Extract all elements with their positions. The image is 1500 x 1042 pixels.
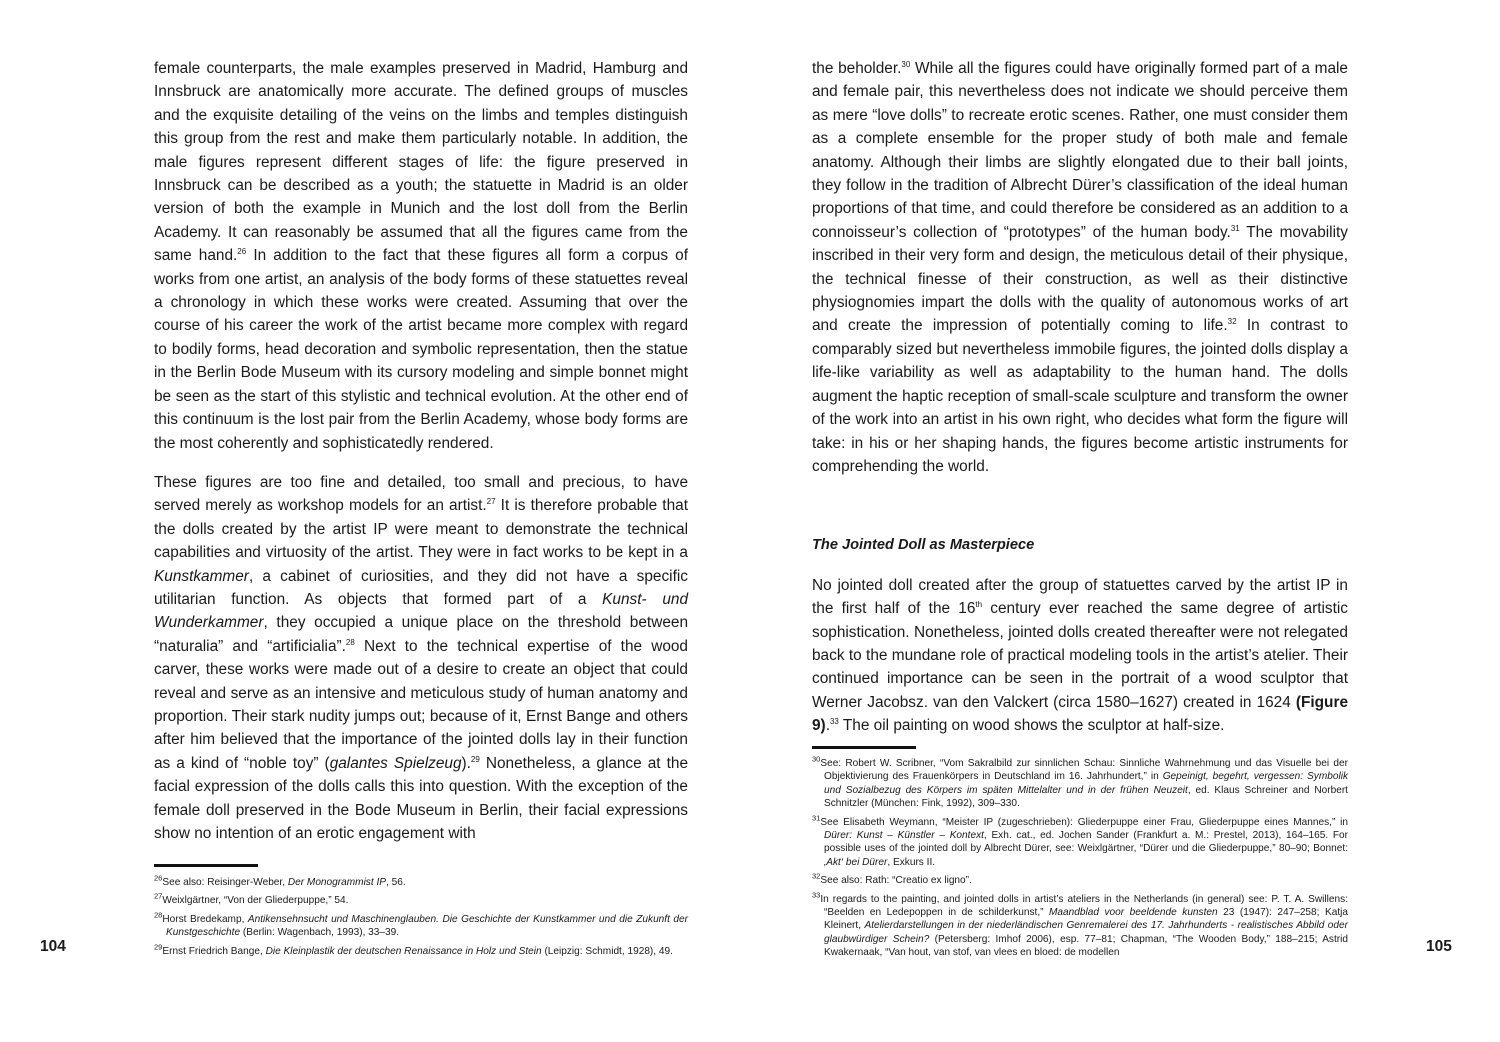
footnote-29: $^{29}$Ernst Friedrich Bange, Die Kleinplastik der deutschen Renaissance in Holz und Stein (Leipzig: Schmidt, 1928), 49. [154, 942, 673, 957]
footnote-ref: 28 [345, 637, 355, 647]
page-number: 104 [40, 938, 66, 955]
footnote-33: $^{33}$In regards to the painting, and jointed dolls in artist’s ateliers in the Netherlands (in general) see: P. T. A. Swillens: “Beelden en Ledepoppen in de schilderkunst,” Maandblad voor beeldende kunsten 23 (1947): 247–258; Katja Kleinert, Atelierdarstellungen in der niederländischen Genremalerei des 17. Jahrhunderts - realistisches Abbild oder glaubwürdiger Schein? (Petersberg: Imhof 2006), esp. 77–81; Chapman, “The Wooden Body,” 188–215; Astrid Kwakernaak, “Van hout, van stof, van vlees en bloed: de modellen [812, 890, 1349, 959]
page-number: 105 [1426, 938, 1452, 955]
footnote-ref: 27 [486, 497, 496, 507]
footnote-32: $^{32}$See also: Rath: “Creatio ex ligno”. [812, 871, 972, 887]
section-heading: The Jointed Doll as Masterpiece [812, 537, 1035, 554]
footnote-ref: 33 [829, 717, 839, 727]
right-page [750, 0, 1500, 1042]
footnote-31: $^{31}$See Elisabeth Weymann, “Meister IP (zugeschrieben): Gliederpuppe einer Frau, Gliederpuppe eines Mannes,” in Dürer: Kunst – Künstler – Kontext, Exh. cat., ed. Jochen Sander (Frankfurt a. M.: Prestel, 2013), 164–165. For possible uses of the jointed doll by Albrecht Dürer, see: Weixlgärtner, “Dürer und die Gliederpuppe,” 80–90; Bonnet: ‚Akt‘ bei Dürer, Exkurs II. [812, 813, 1348, 868]
paragraph: No jointed doll created after the group of statuettes carved by the artist IP in the first half of the 16th century ever reached the same degree of artistic sophistication. Nonetheless, jointed dolls created thereafter were not relegated back to the mundane role of practical modeling tools in the artist’s atelier. Their continued importance can be seen in the portrait of a wood sculptor that Werner Jacobsz. van den Valckert (circa 1580–1627) created in 1624 (Figure 9).$^{33}$ The oil painting on wood shows the sculptor at half-size. [812, 576, 1348, 735]
footnote-27: $^{27}$Weixlgärtner, “Von der Gliederpuppe,” 54. [154, 892, 349, 907]
footnote-ref: 32 [1227, 317, 1237, 327]
footnote-divider [812, 746, 916, 749]
paragraph: female counterparts, the male examples preserved in Madrid, Hamburg and Innsbruck are anatomically more accurate. The defined groups of muscles and the exquisite detailing of the veins on the limbs and temples distinguish this group from the rest and make them particularly notable. In addition, the male figures represent different stages of life: the figure preserved in Innsbruck can be described as a youth; the statuette in Madrid is an older version of both the example in Munich and the lost doll from the Berlin Academy. It can reasonably be assumed that all the figures came from the same hand.$^{26}$ In addition to the fact that these figures all form a corpus of works from one artist, an analysis of the body forms of these statuettes reveal a chronology in which these works were created. Assuming that over the course of his career the work of the artist became more complex with regard to bodily forms, head decoration and symbolic representation, then the statue in the Berlin Bode Museum with its cursory modeling and simple bonnet might be seen as the start of this stylistic and technical evolution. At the other end of this continuum is the lost pair from the Berlin Academy, whose body forms are the most coherently and sophisticatedly rendered. [154, 60, 688, 452]
left-body-text [154, 57, 688, 845]
footnote-ref: 29 [470, 754, 480, 764]
footnote-28: $^{28}$Horst Bredekamp, Antikensehnsucht und Maschinenglauben. Die Geschichte der Kunstkammer und die Zukunft der Kunstgeschichte (Berlin: Wagenbach, 1993), 33–39. [154, 910, 688, 939]
footnote-divider [154, 864, 258, 867]
right-footnotes [812, 754, 1349, 965]
footnote-ref: 31 [1230, 223, 1240, 233]
figure-reference: (Figure 9) [812, 693, 1348, 735]
right-body-text [812, 57, 1348, 738]
footnote-26: $^{26}$See also: Reisinger-Weber, Der Monogrammist IP, 56. [154, 873, 406, 888]
footnote-ref: 30 [901, 59, 911, 69]
footnote-ref: 26 [237, 247, 247, 257]
paragraph: These figures are too fine and detailed, too small and precious, to have served merely as workshop models for an artist.$^{27}$ It is therefore probable that the dolls created by the artist IP were meant to demonstrate the technical capabilities and virtuosity of the artist. They were in fact works to be kept in a Kunstkammer, a cabinet of curiosities, and they did not have a specific utilitarian function. As objects that formed part of a Kunst- und Wunderkammer, they occupied a unique place on the threshold between “naturalia” and “artificialia”.$^{28}$ Next to the technical expertise of the wood carver, these works were made out of a desire to create an object that could reveal and serve as an intensive and meticulous study of human anatomy and proportion. Their stark nudity jumps out; because of it, Ernst Bange and others after him believed that the importance of the jointed dolls lay in their function as a kind of “noble toy” (galantes Spielzeug).$^{29}$ Nonetheless, a glance at the facial expression of the dolls calls this into question. With the exception of the female doll preserved in the Bode Museum in Berlin, their facial expressions show no intention of an erotic engagement with [154, 473, 689, 842]
footnote-30: $^{30}$See: Robert W. Scribner, “Vom Sakralbild zur sinnlichen Schau: Sinnliche Wahrnehmung und das Visuelle bei der Objektivierung des Frauenkörpers in Deutschland im 16. Jahrhundert,” in Gepeinigt, begehrt, vergessen: Symbolik und Sozialbezug des Körpers im späten Mittelalter und in der frühen Neuzeit, ed. Klaus Schreiner and Norbert Schnitzler (München: Fink, 1992), 309–330. [812, 754, 1348, 810]
paragraph: the beholder.$^{30}$ While all the figures could have originally formed part of a male and female pair, this nevertheless does not indicate we should perceive them as mere “love dolls” to recreate erotic scenes. Rather, one must consider them as a complete ensemble for the proper study of both male and female anatomy. Although their limbs are slightly elongated due to their ball joints, they follow in the tradition of Albrecht Dürer’s classification of the ideal human proportions of that time, and could therefore be considered as an addition to a connoisseur’s collection of “prototypes” of the human body.$^{31}$ The movability inscribed in their very form and design, the meticulous detail of their physique, the technical finesse of their construction, as well as their distinctive physiognomies impart the dolls with the quality of autonomous works of art and create the impression of potentially coming to life.$^{32}$ In contrast to comparably sized but nevertheless immobile figures, the jointed dolls display a life-like variability as well as adaptability to the human hand. The dolls augment the haptic reception of small-scale sculpture and transform the owner of the work into an artist in his own right, who decides what form the figure will take: in his or her shaping hands, the figures become artistic instruments for comprehending the world. [812, 59, 1349, 475]
left-footnotes [154, 873, 688, 963]
